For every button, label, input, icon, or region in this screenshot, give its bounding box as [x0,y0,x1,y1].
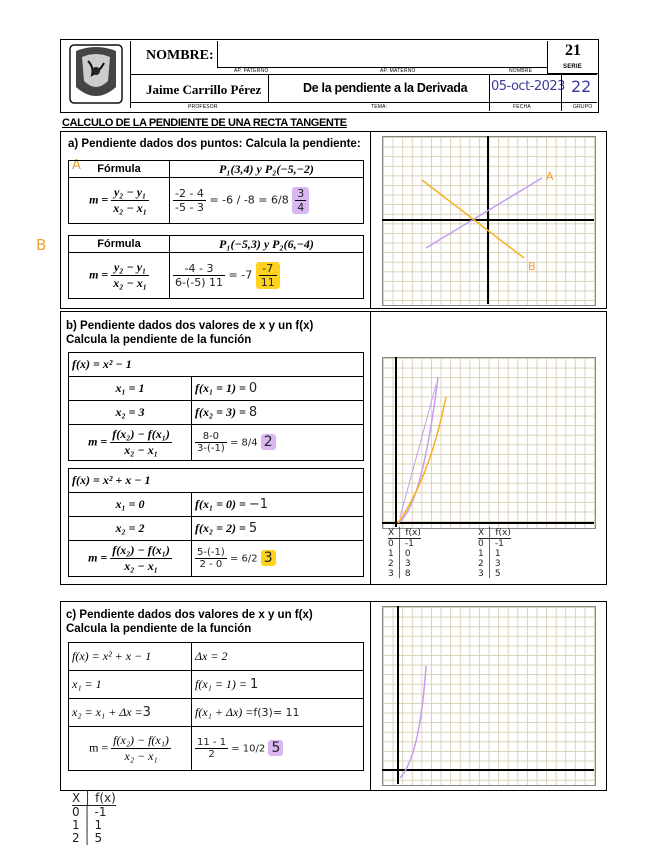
x1-c: x₁ = 1 [69,671,192,699]
table-a1 [68,160,364,224]
tangent-b [400,385,436,517]
cell: 1 [478,549,484,559]
table-c [68,642,364,771]
x2-b2: x₂ = 2 [69,517,192,541]
x1-b1: x₁ = 1 [69,377,192,401]
graph-b-lines [382,357,594,527]
cell: 0 [404,549,411,559]
page-title: CALCULO DE LA PENDIENTE DE UNA RECTA TANGENTE [62,117,347,129]
sub-nombre: NOMBRE [509,68,533,74]
cell: 3 [404,559,411,569]
cell: 2 [478,559,484,569]
slope-c: m = $\frac{\text{f(x₂) − f(x₁)}}{\text{x₂ − x₁}}$ [69,727,192,771]
cell: 3 [388,569,394,579]
table-c-bottom: X │ f(x) 0 │ -1 1 │ 1 2 │ 5 [72,791,116,845]
row3-line [130,102,597,103]
slope-formula-2: m = $\frac{\text{y₂ − y₁}}{\text{x₂ − x₁}}$ [69,253,170,299]
x1-b2: x₁ = 0 [69,493,192,517]
table-b2 [68,468,364,577]
cell: 1 [494,549,501,559]
cell: 3 [478,569,484,579]
h-fx: f(x) [495,528,511,538]
sub-paterno: AP. PATERNO [234,68,269,74]
grupo-value[interactable]: 22 [571,77,592,96]
slope-formula-1: m = $\frac{\text{y₂ − y₁}}{\text{x₂ − x₁}}$ [69,178,170,224]
grupo-box [561,74,562,111]
section-b-title1: b) Pendiente dados dos valores de x y un f(x) [66,320,314,332]
fx1-c-cell[interactable]: f(x₁ = 1) = 1 [192,671,364,699]
cell: 2 [388,559,394,569]
slope-b2: m = $\frac{\text{f(x₂) − f(x₁)}}{\text{x₂ − x₁}}$ [69,541,192,577]
mark-b: B [36,236,47,254]
func-c: f(x) = x² + x − 1 [69,643,192,671]
unam-logo [62,41,131,108]
profesor-label: PROFESOR [188,104,218,110]
fecha-label: FECHA [513,104,531,110]
tema-label: TEMA: [371,104,388,110]
fx2-b1-cell[interactable]: f(x₂ = 3) = 8 [192,401,364,425]
slope-b1: m = $\frac{\text{f(x₂) − f(x₁)}}{\text{x₂ − x₁}}$ [69,425,192,461]
fecha-box [489,74,490,111]
cell: 2 [72,831,80,845]
x2-b1: x₂ = 3 [69,401,192,425]
h-fx: f(x) [95,791,116,805]
fx1-b1-cell[interactable]: f(x₁ = 1) = 0 [192,377,364,401]
cell: 5 [94,831,103,845]
curve-f2 [398,397,446,523]
cell: 5 [494,569,501,579]
cell: 1 [388,549,394,559]
table-b-right: X │ f(x) 0 │ -1 1 │ 1 2 │ 3 3 │ 5 [478,528,511,579]
formula-label-2: Fórmula [69,236,170,253]
table-b1 [68,352,364,461]
work-a2[interactable]: $\frac{-4 - 3}{6-(-5) 11}$ = -7 $\frac{-7}{11}$ [170,253,364,299]
fx2-b2-cell[interactable]: f(x₂ = 2) = 5 [192,517,364,541]
curve-c [400,666,426,778]
graph-label-a: A [546,170,554,183]
cell: 0 [478,539,484,549]
fx1-b2-cell[interactable]: f(x₁ = 0) = −1 [192,493,364,517]
fecha-value[interactable]: 05-oct-2023 [491,79,565,94]
h-x: X [72,791,81,805]
div-prof-tema [268,74,269,102]
formula-label: Fórmula [69,161,170,178]
func-b1: f(x) = x² − 1 [69,353,364,377]
nombre-field[interactable] [217,41,548,68]
section-c-title2: Calcula la pendiente de la función [66,623,252,635]
graph-a-lines [382,136,594,304]
sub-materno: AP. MATERNO [380,68,416,74]
serie-number: 21 [565,42,581,59]
work-b1[interactable]: $\frac{8-0}{3-(-1)}$ = 8/4 2 [192,425,364,461]
cell: 0 [72,805,80,819]
work-a1[interactable]: $\frac{-2 - 4}{-5 - 3}$ = -6 / -8 = 6/8 $\frac{3}{4}$ [170,178,364,224]
x2-c-cell[interactable]: x₂ = x₁ + Δx =3 [69,699,192,727]
logo-shield-icon [62,41,130,108]
h-x: X [388,528,395,538]
points-2: P₁(−5,3) y P₂(6,−4) [170,236,364,253]
cell: -1 [94,805,107,819]
row2-line [130,74,597,75]
points-1: P₁(3,4) y P₂(−5,−2) [170,161,364,178]
cell: 1 [72,818,80,832]
cell: -1 [404,539,414,549]
work-c[interactable]: $\frac{11 - 1}{2}$ = 10/2 5 [192,727,364,771]
work-b2[interactable]: $\frac{5-(-1)}{2 - 0}$ = 6/2 3 [192,541,364,577]
cell: 3 [494,559,501,569]
grupo-label: GRUPO [573,104,593,110]
cell: 0 [388,539,394,549]
tema-value: De la pendiente a la Derivada [303,81,468,95]
cell: 1 [94,818,103,832]
cell: -1 [494,539,504,549]
section-a-title: a) Pendiente dados dos puntos: Calcula la pendiente: [68,138,361,150]
h-x: X [478,528,485,538]
nombre-label: NOMBRE: [146,48,214,63]
mark-a: A [72,158,81,173]
section-b-title2: Calcula la pendiente de la función [66,334,252,346]
fx2-c-cell[interactable]: f(x₁ + Δx) =f(3)= 11 [192,699,364,727]
table-b-left: X │ f(x) 0 │ -1 1 │ 0 2 │ 3 3 │ 8 [388,528,421,579]
graph-c-lines [382,606,594,784]
cell: 8 [404,569,411,579]
line-a [426,178,542,248]
table-a2 [68,235,364,299]
serie-label: SERIE [563,64,583,70]
func-b2: f(x) = x² + x − 1 [69,469,364,493]
graph-label-b: B [528,260,536,273]
dx-c: Δx = 2 [192,643,364,671]
section-c-title1: c) Pendiente dados dos valores de x y un f(x) [66,609,313,621]
profesor-name: Jaime Carrillo Pérez [146,82,262,97]
h-fx: f(x) [405,528,421,538]
